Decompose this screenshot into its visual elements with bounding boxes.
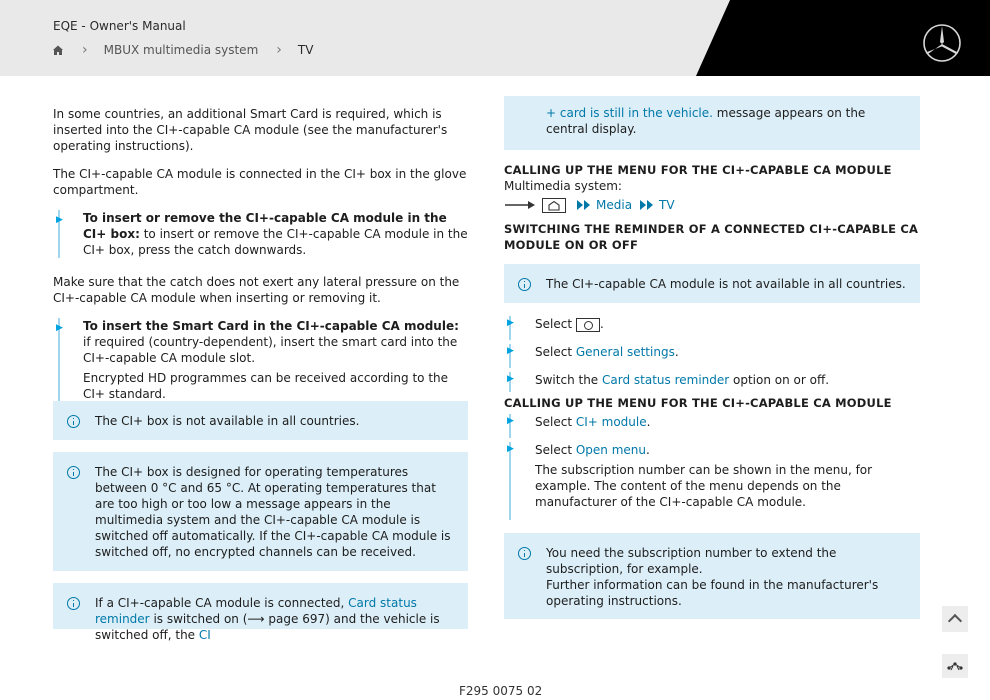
double-chevron-icon [639,199,655,211]
step-text: if required (country-dependent), insert the smart card into the CI+-capable CA module slot. [83,335,458,365]
info-box [504,533,920,619]
open-menu-link[interactable]: Open menu [575,443,647,457]
paragraph: The CI+-capable CA module is connected in the CI+ box in the glove compartment. [53,167,467,197]
brand-corner [0,0,990,76]
step-result: The subscription number can be shown in the menu, for example. The content of the menu depends on the manufacturer of the CI+-capable CA module. [535,463,873,509]
info-text: The CI+-capable CA module is not available in all countries. [546,277,906,291]
paragraph: In some countries, an additional Smart Card is required, which is inserted into the CI+-capable CA module (see the manufacturer's operating instructions). [53,107,448,153]
step-arrow-icon: ▶ [56,215,63,225]
step-arrow-icon: ▶ [507,416,514,426]
multimedia-label: Multimedia system: [504,179,622,193]
info-text-part: message appears on the central display. [546,106,866,136]
step-text: option on or off. [729,373,830,387]
info-text [95,595,454,643]
ci-module-link[interactable]: CI+ module [575,415,647,429]
instruction-step [53,318,468,402]
chevron-right-icon: › [82,42,88,58]
card-status-reminder-link[interactable]: Card status reminder [95,596,417,626]
info-box [53,452,468,571]
step-text: Select [535,317,573,331]
step-result: Encrypted HD programmes can be received according to the CI+ standard. [83,371,449,401]
step-arrow-icon: ▶ [507,318,514,328]
info-text-part: is switched on (⟶ page 697) and the vehicle is switched off, the [95,612,440,642]
breadcrumb-item-tv: TV [297,43,314,57]
info-text [546,545,906,609]
info-icon [518,547,531,560]
section-heading: CALLING UP THE MENU FOR THE CI+-CAPABLE CA MODULE [504,163,892,177]
info-text-part: Further information can be found in the manufacturer's operating instructions. [546,578,879,608]
mindmap-icon [942,654,968,678]
info-text-part: You need the subscription number to extend the subscription, for example. [546,546,837,576]
breadcrumb-item-mbux[interactable]: MBUX multimedia system [103,43,259,57]
paragraph: Make sure that the catch does not exert any lateral pressure on the CI+-capable CA module when inserting or removing it. [53,275,460,305]
info-text: The CI+ box is designed for operating temperatures between 0 °C and 65 °C. At operating temperatures that are too high or too low a message appears in the multimedia system and the CI+-capable CA module is switched off automatically. If the CI+-capable CA module is switched off, no encrypted channels can be received. [95,465,451,559]
step-arrow-icon: ▶ [56,323,63,333]
double-chevron-icon [576,199,592,211]
scroll-to-top-button[interactable] [942,606,968,632]
step-arrow-icon: ▶ [507,444,514,454]
mercedes-star-logo [922,23,962,63]
instruction-step: ▶ Select General settings. [504,344,924,368]
arrow-right-icon [504,199,538,211]
step-title: To insert or remove the CI+-capable CA module in the CI+ box: [83,211,447,241]
general-settings-link[interactable]: General settings [575,345,675,359]
mindmap-button[interactable] [942,654,968,678]
step-text: Select [535,415,573,429]
image-reference: F295 0075 02 [459,684,543,698]
header [0,0,990,76]
ci-link[interactable]: CI [198,628,211,642]
instruction-step [53,210,468,258]
instruction-step: ▶ Select Open menu. The subscription number can be shown in the menu, for example. The content of the menu depends on the manufacturer of the CI+-capable CA module. [504,442,924,520]
step-arrow-icon: ▶ [507,374,514,384]
breadcrumb [52,42,313,58]
instruction-step [504,372,924,392]
home-icon[interactable] [52,44,64,56]
info-icon [67,597,80,610]
navigation-path [504,197,675,213]
info-icon [518,278,531,291]
info-text-part: If a CI+-capable CA module is connected, [95,596,349,610]
section-heading: SWITCHING THE REMINDER OF A CONNECTED CI+-CAPABLE CA MODULE ON OR OFF [504,222,919,252]
left-column [53,106,468,402]
manual-title: EQE - Owner's Manual [53,19,186,33]
step-arrow-icon: ▶ [507,346,514,356]
info-text: The CI+ box is not available in all countries. [95,414,360,428]
instruction-step: ▶ Select CI+ module. [504,414,924,438]
info-text [546,105,906,137]
info-box [504,264,920,303]
media-link[interactable]: Media [596,198,633,212]
info-box [53,401,468,440]
info-icon [67,466,80,479]
card-status-reminder-link[interactable]: Card status reminder [602,373,730,387]
step-text: Select [535,443,573,457]
chevron-right-icon: › [276,42,282,58]
info-box [53,583,468,642]
info-box-continued [504,96,920,150]
tv-link[interactable]: TV [659,198,675,212]
info-icon [67,415,80,428]
step-text: Select [535,345,573,359]
step-title: To insert the Smart Card in the CI+-capable CA module: [83,319,459,333]
instruction-step: ▶ Select . [504,316,924,340]
home-screen-icon [542,198,566,213]
card-still-in-vehicle-link[interactable]: + card is still in the vehicle. [546,106,713,120]
step-text: to insert or remove the CI+-capable CA module in the CI+ box, press the catch downwards. [83,227,468,257]
step-text: Switch the [535,373,602,387]
settings-gear-icon[interactable] [576,318,600,332]
section-heading: CALLING UP THE MENU FOR THE CI+-CAPABLE CA MODULE [504,396,892,410]
